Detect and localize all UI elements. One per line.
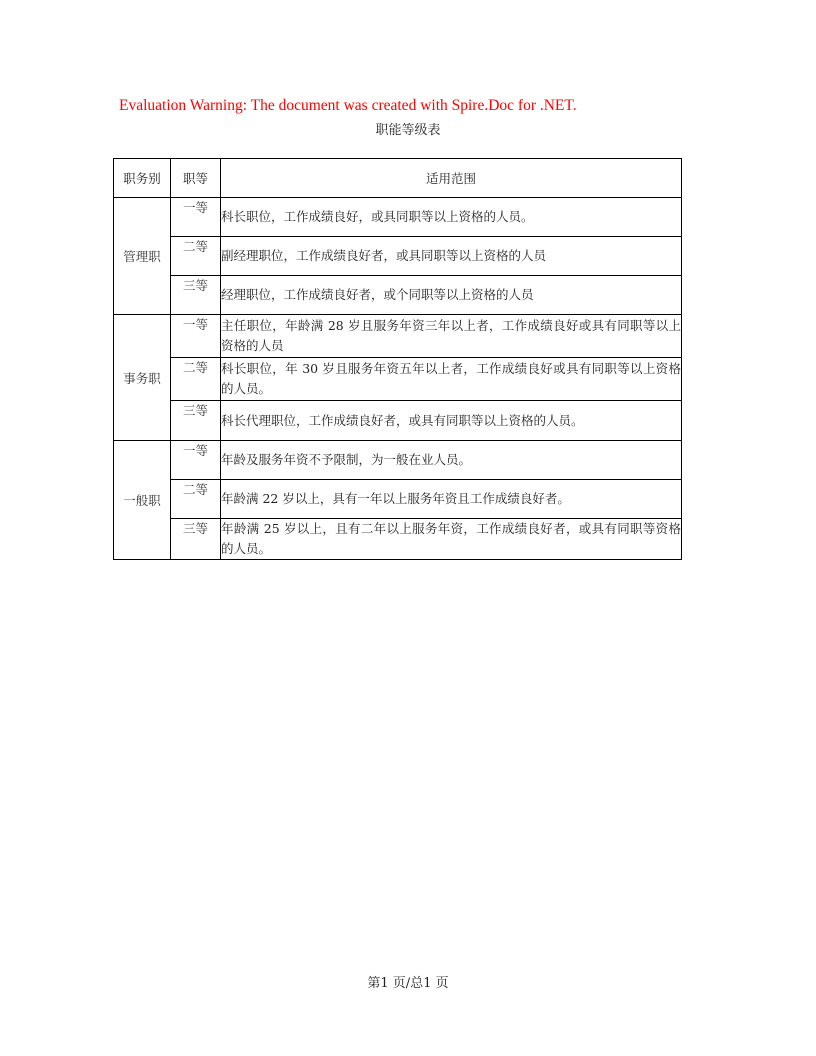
page-footer: 第1 页/总1 页 [367, 976, 449, 991]
category-cell: 一般职 [114, 441, 171, 560]
grade-cell: 一等 [171, 315, 221, 358]
scope-cell: 经理职位，工作成绩良好者，或个同职等以上资格的人员 [221, 276, 682, 315]
category-cell: 管理职 [114, 198, 171, 315]
table-row [114, 441, 682, 480]
category-cell: 事务职 [114, 315, 171, 441]
table-row [114, 480, 682, 519]
table-row [114, 401, 682, 441]
grade-cell: 一等 [171, 441, 221, 480]
scope-cell: 科长代理职位，工作成绩良好者，或具有同职等以上资格的人员。 [221, 401, 682, 441]
table-row [114, 315, 682, 358]
scope-cell: 副经理职位，工作成绩良好者，或具同职等以上资格的人员 [221, 237, 682, 276]
table-row [114, 198, 682, 237]
header-grade: 职等 [171, 159, 221, 198]
document-title: 职能等级表 [375, 123, 441, 138]
grade-cell: 三等 [171, 276, 221, 315]
header-category: 职务别 [114, 159, 171, 198]
scope-cell: 科长职位，年 30 岁且服务年资五年以上者，工作成绩良好或具有同职等以上资格的人员。 [221, 358, 682, 401]
scope-cell: 主任职位，年龄满 28 岁且服务年资三年以上者，工作成绩良好或具有同职等以上资格的人员 [221, 315, 682, 358]
scope-cell: 年龄满 22 岁以上，具有一年以上服务年资且工作成绩良好者。 [221, 480, 682, 519]
table-row [114, 519, 682, 560]
evaluation-warning: Evaluation Warning: The document was created with Spire.Doc for .NET. [119, 97, 577, 114]
grade-cell: 二等 [171, 480, 221, 519]
table-row [114, 237, 682, 276]
grade-cell: 三等 [171, 519, 221, 560]
grade-table [113, 158, 682, 560]
grade-cell: 二等 [171, 358, 221, 401]
scope-cell: 科长职位，工作成绩良好，或具同职等以上资格的人员。 [221, 198, 682, 237]
scope-cell: 年龄满 25 岁以上，且有二年以上服务年资，工作成绩良好者，或具有同职等资格的人员。 [221, 519, 682, 560]
header-scope: 适用范围 [221, 159, 682, 198]
grade-cell: 一等 [171, 198, 221, 237]
grade-cell: 二等 [171, 237, 221, 276]
table-header-row [114, 159, 682, 198]
table-row [114, 358, 682, 401]
grade-cell: 三等 [171, 401, 221, 441]
table-row [114, 276, 682, 315]
scope-cell: 年龄及服务年资不予限制，为一般在业人员。 [221, 441, 682, 480]
